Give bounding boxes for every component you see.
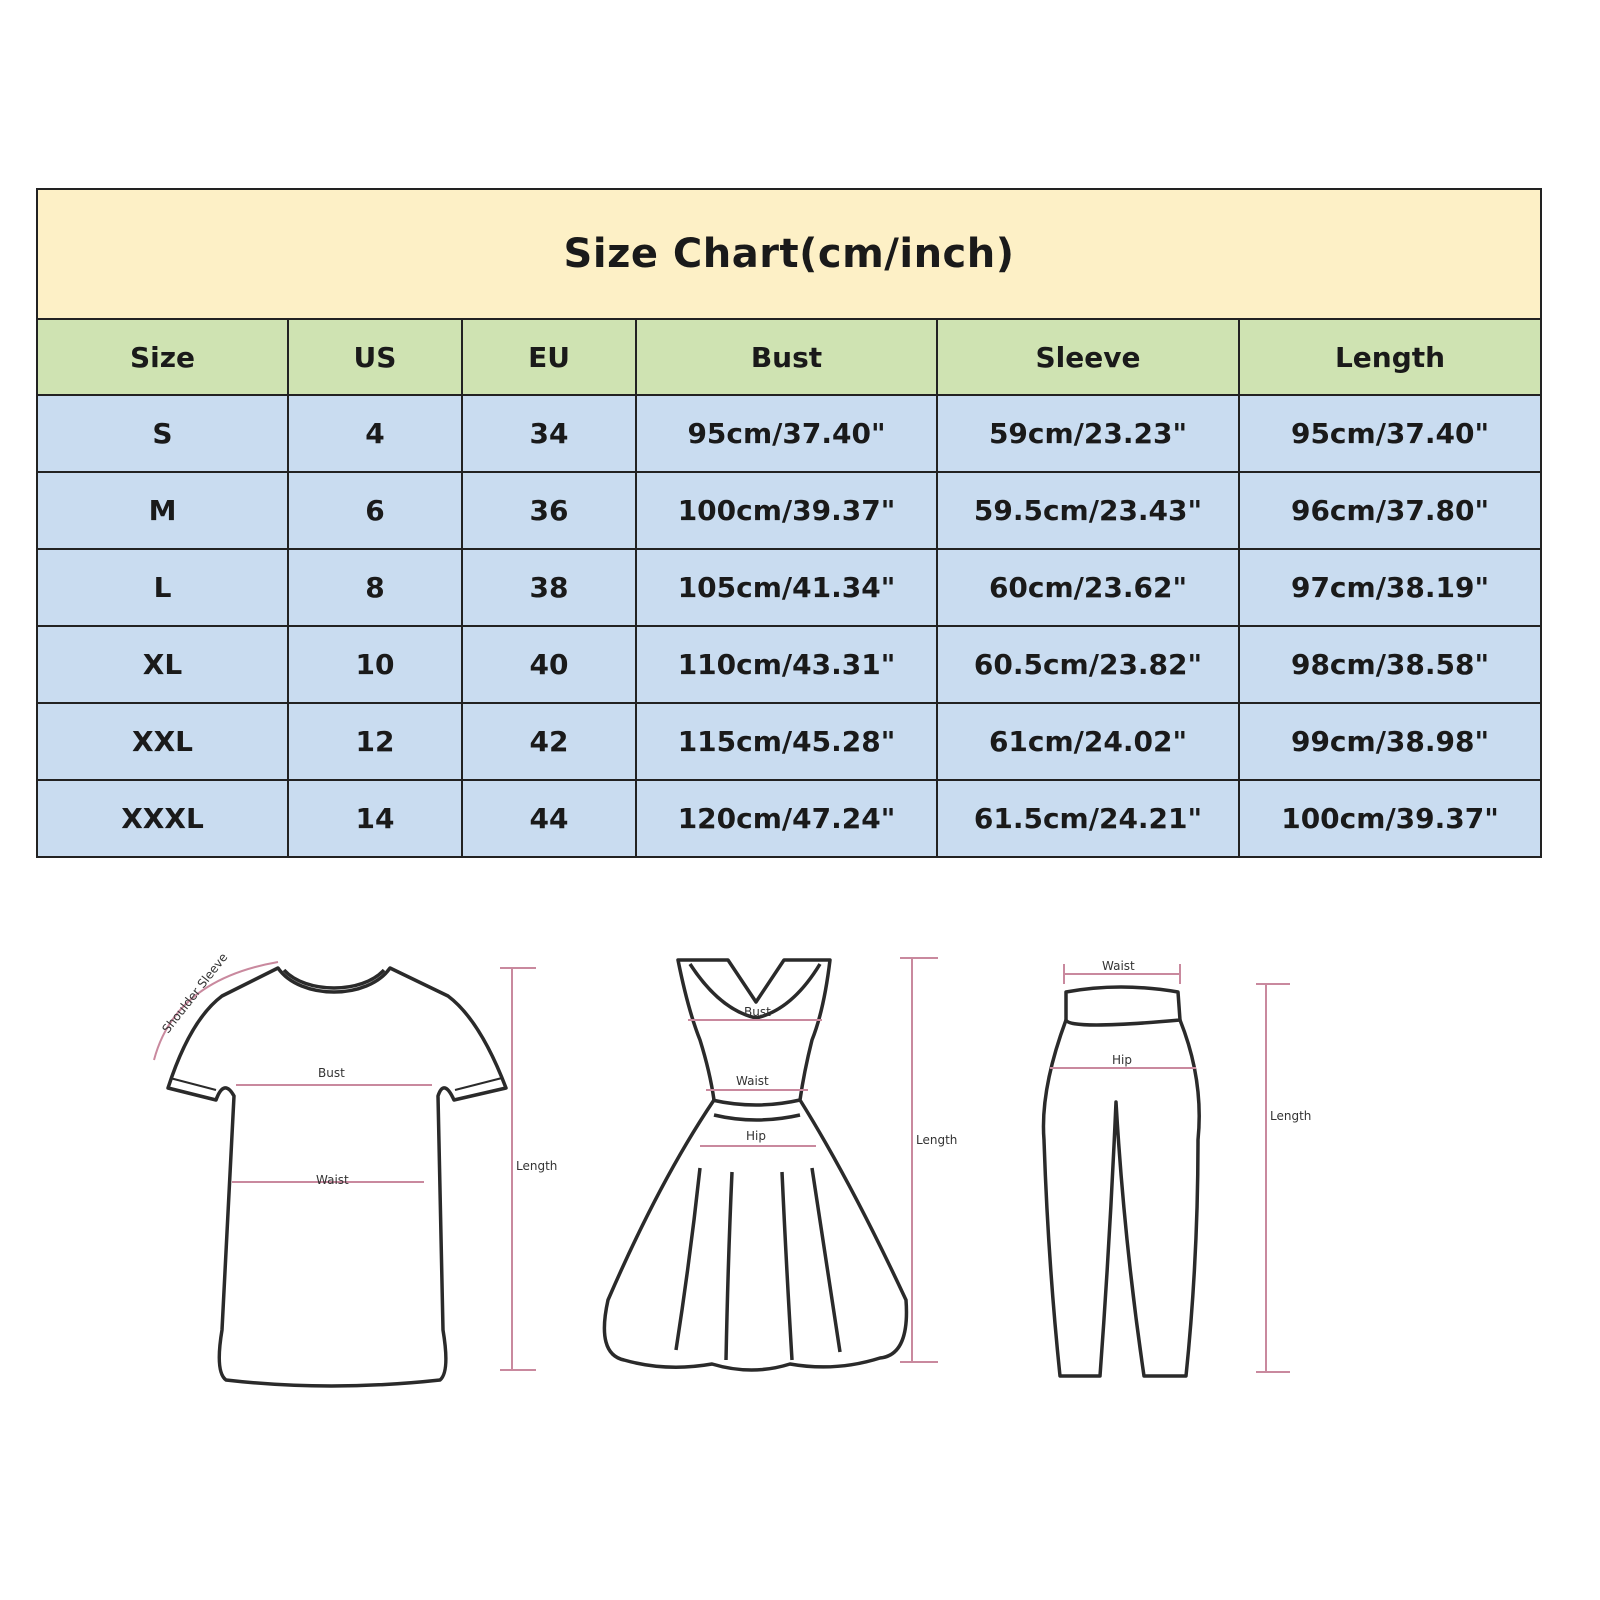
cell-us: 4 (288, 395, 462, 472)
dress-hip-label: Hip (746, 1129, 766, 1143)
cell-us: 10 (288, 626, 462, 703)
cell-length: 97cm/38.19" (1239, 549, 1541, 626)
dress-bust-label: Bust (744, 1005, 771, 1019)
table-row (37, 395, 1541, 472)
tshirt-length-label: Length (516, 1159, 558, 1173)
cell-eu: 40 (462, 626, 636, 703)
cell-size: L (37, 549, 288, 626)
dress-waist-label: Waist (736, 1074, 769, 1088)
cell-bust: 110cm/43.31" (636, 626, 937, 703)
cell-sleeve: 61cm/24.02" (937, 703, 1239, 780)
cell-length: 98cm/38.58" (1239, 626, 1541, 703)
cell-size: S (37, 395, 288, 472)
cell-eu: 36 (462, 472, 636, 549)
tshirt-measure-lines (154, 962, 536, 1370)
table-row (37, 472, 1541, 549)
cell-sleeve: 59.5cm/23.43" (937, 472, 1239, 549)
table-row (37, 626, 1541, 703)
dress-measure-lines (688, 958, 938, 1362)
header-sleeve: Sleeve (937, 319, 1239, 395)
cell-eu: 34 (462, 395, 636, 472)
cell-us: 8 (288, 549, 462, 626)
tshirt-shoulder-sleeve-label: Shoulder Sleeve (159, 950, 231, 1036)
chart-title: Size Chart(cm/inch) (37, 189, 1541, 319)
cell-bust: 105cm/41.34" (636, 549, 937, 626)
table-row (37, 703, 1541, 780)
cell-length: 100cm/39.37" (1239, 780, 1541, 857)
cell-size: XXL (37, 703, 288, 780)
dress-length-label: Length (916, 1133, 958, 1147)
cell-us: 6 (288, 472, 462, 549)
cell-bust: 95cm/37.40" (636, 395, 937, 472)
cell-size: M (37, 472, 288, 549)
cell-bust: 115cm/45.28" (636, 703, 937, 780)
table-row (37, 549, 1541, 626)
cell-sleeve: 61.5cm/24.21" (937, 780, 1239, 857)
cell-bust: 100cm/39.37" (636, 472, 937, 549)
cell-us: 14 (288, 780, 462, 857)
cell-length: 96cm/37.80" (1239, 472, 1541, 549)
cell-bust: 120cm/47.24" (636, 780, 937, 857)
dress-outline (604, 960, 906, 1370)
pants-waist-label: Waist (1102, 959, 1135, 973)
cell-sleeve: 60cm/23.62" (937, 549, 1239, 626)
header-eu: EU (462, 319, 636, 395)
header-us: US (288, 319, 462, 395)
size-chart-table (36, 188, 1542, 858)
cell-size: XXXL (37, 780, 288, 857)
measurement-illustrations (0, 900, 1600, 1420)
tshirt-waist-label: Waist (316, 1173, 349, 1187)
header-length: Length (1239, 319, 1541, 395)
cell-us: 12 (288, 703, 462, 780)
pants-hip-label: Hip (1112, 1053, 1132, 1067)
pants-length-label: Length (1270, 1109, 1312, 1123)
cell-size: XL (37, 626, 288, 703)
pants-outline (1043, 987, 1199, 1376)
table-row (37, 780, 1541, 857)
tshirt-bust-label: Bust (318, 1066, 345, 1080)
cell-eu: 42 (462, 703, 636, 780)
cell-length: 95cm/37.40" (1239, 395, 1541, 472)
cell-eu: 44 (462, 780, 636, 857)
header-size: Size (37, 319, 288, 395)
cell-sleeve: 60.5cm/23.82" (937, 626, 1239, 703)
cell-length: 99cm/38.98" (1239, 703, 1541, 780)
cell-sleeve: 59cm/23.23" (937, 395, 1239, 472)
cell-eu: 38 (462, 549, 636, 626)
header-bust: Bust (636, 319, 937, 395)
